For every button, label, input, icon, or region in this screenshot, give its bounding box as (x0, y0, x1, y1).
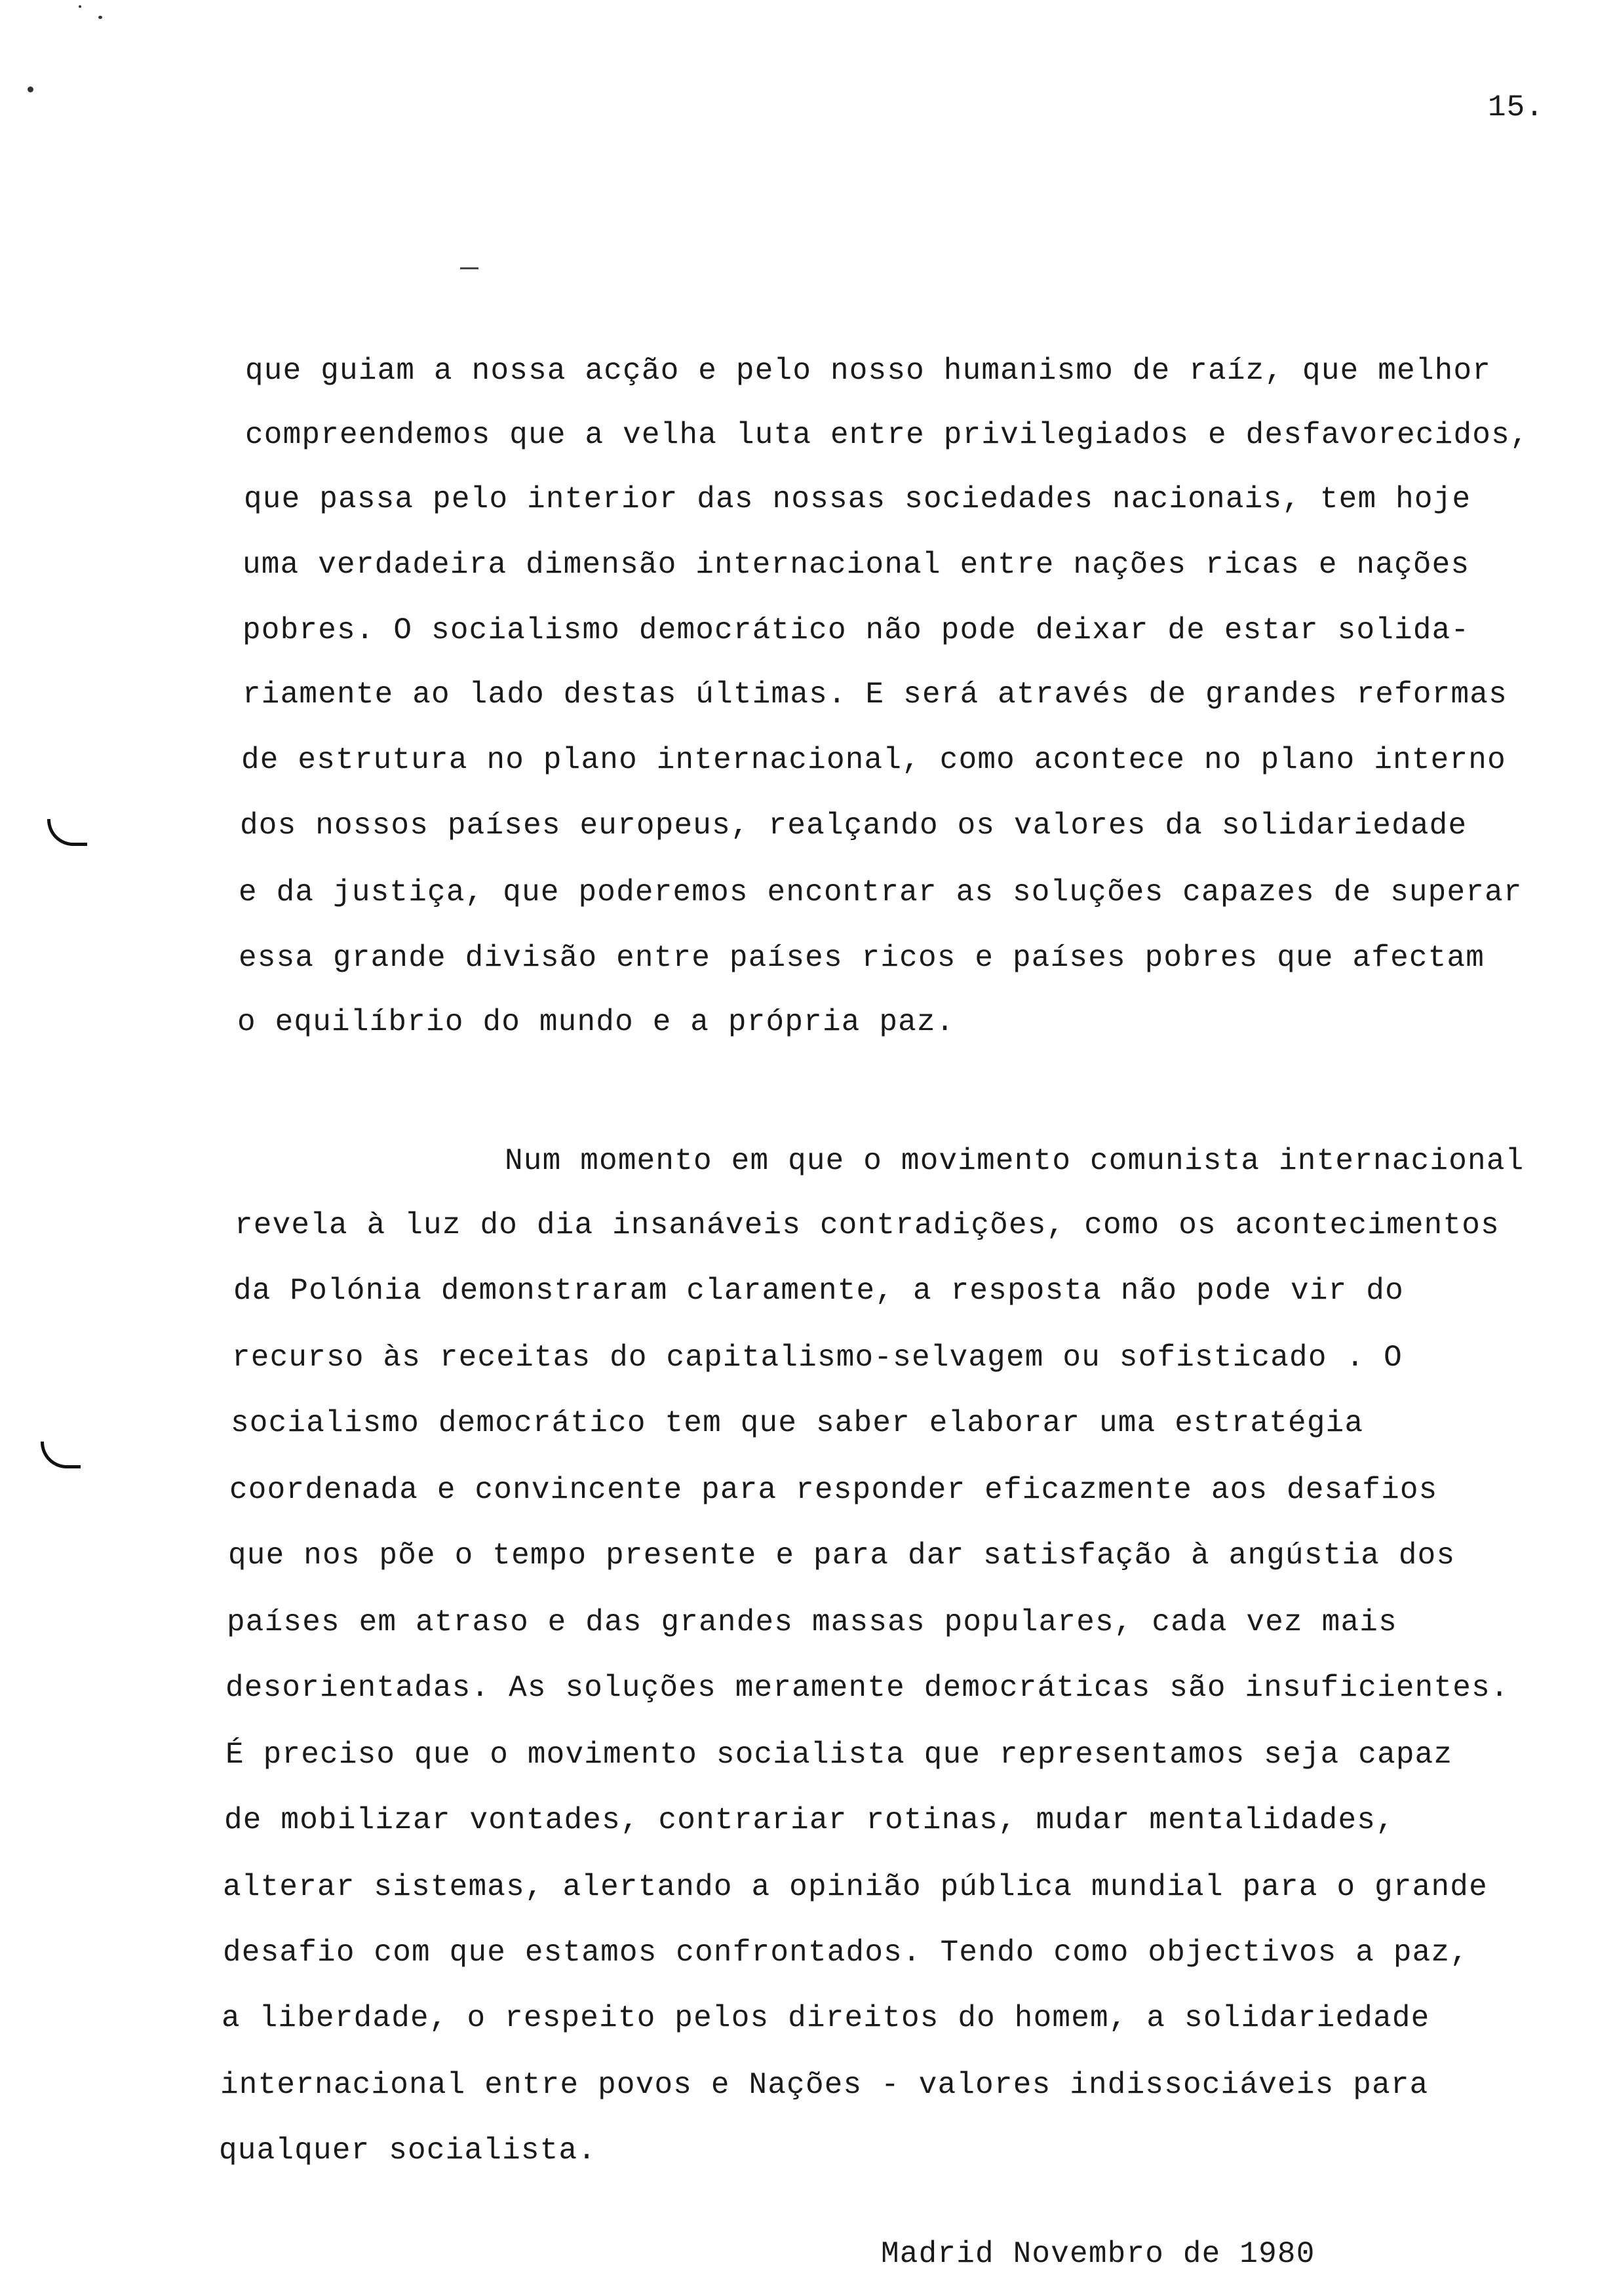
place-date-line: Madrid Novembro de 1980 (881, 2237, 1315, 2271)
text-line: desorientadas. As soluções meramente democráticas são insuficientes. (225, 1671, 1509, 1705)
text-line: que guiam a nossa acção e pelo nosso humanismo de raíz, que melhor (245, 354, 1492, 388)
scan-speck (28, 86, 33, 92)
text-line: qualquer socialista. (219, 2133, 597, 2168)
text-line: riamente ao lado destas últimas. E será através de grandes reformas (243, 678, 1508, 712)
text-line: essa grande divisão entre países ricos e países pobres que afectam (239, 941, 1485, 975)
text-line: países em atraso e das grandes massas populares, cada vez mais (227, 1605, 1397, 1639)
text-line: internacional entre povos e Nações - valores indissociáveis para (220, 2068, 1429, 2102)
text-line: coordenada e convincente para responder eficazmente aos desafios (229, 1473, 1438, 1507)
binder-hole-mark (41, 1442, 81, 1468)
text-line: uma verdadeira dimensão internacional entre nações ricas e nações (243, 548, 1470, 582)
text-line: e da justiça, que poderemos encontrar as soluções capazes de superar (239, 875, 1523, 909)
text-line: que passa pelo interior das nossas sociedades nacionais, tem hoje (244, 482, 1471, 516)
text-line: alterar sistemas, alertando a opinião pública mundial para o grande (223, 1870, 1488, 1904)
binder-hole-mark (47, 819, 87, 846)
page-number: 15. (1488, 90, 1544, 124)
text-line: É preciso que o movimento socialista que representamos seja capaz (225, 1738, 1453, 1772)
text-line: recurso às receitas do capitalismo-selvagem ou sofisticado . O (232, 1341, 1403, 1375)
text-line: a liberdade, o respeito pelos direitos do homem, a solidariedade (222, 2001, 1430, 2035)
text-line: da Polónia demonstraram claramente, a resposta não pode vir do (233, 1274, 1404, 1308)
text-line: Num momento em que o movimento comunista internacional (505, 1144, 1525, 1178)
text-line: que nos põe o tempo presente e para dar satisfação à angústia dos (228, 1539, 1456, 1573)
scan-speck (98, 16, 102, 19)
text-line: desafio com que estamos confrontados. Tendo como objectivos a paz, (223, 1936, 1469, 1970)
text-line: revela à luz do dia insanáveis contradições, como os acontecimentos (235, 1208, 1500, 1242)
scan-speck (79, 5, 81, 8)
text-line: de estrutura no plano internacional, como acontece no plano interno (241, 743, 1506, 777)
text-line: compreendemos que a velha luta entre privilegiados e desfavorecidos, (245, 418, 1529, 452)
scan-dash (460, 267, 478, 269)
text-line: socialismo democrático tem que saber elaborar uma estratégia (231, 1406, 1364, 1440)
text-line: pobres. O socialismo democrático não pode deixar de estar solida- (243, 613, 1470, 647)
text-line: o equilíbrio do mundo e a própria paz. (237, 1005, 955, 1039)
text-line: dos nossos países europeus, realçando os valores da solidariedade (240, 809, 1468, 843)
text-line: de mobilizar vontades, contrariar rotinas, mudar mentalidades, (224, 1803, 1395, 1837)
